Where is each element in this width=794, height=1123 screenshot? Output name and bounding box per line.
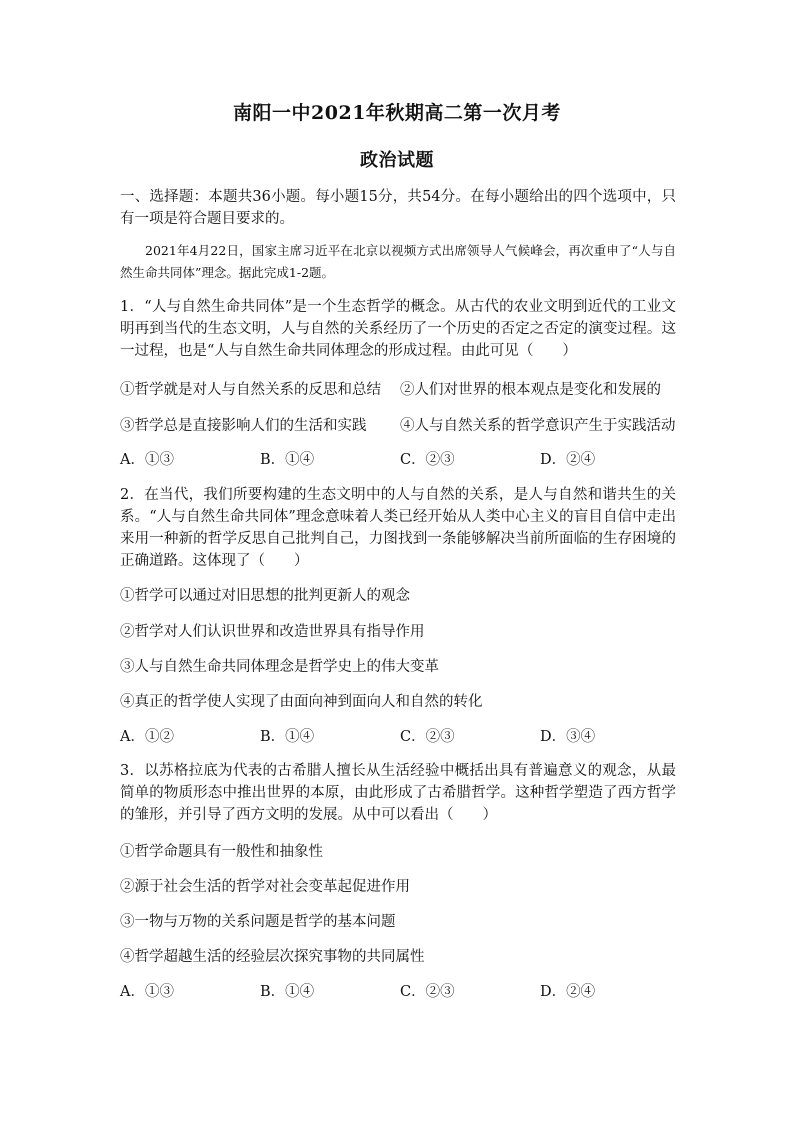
q1-statement-2: ②人们对世界的根本观点是变化和发展的 (400, 382, 661, 398)
q2-statement-3: ③人与自然生命共同体理念是哲学史上的伟大变革 (120, 659, 439, 675)
q1-statement-3: ③哲学总是直接影响人们的生活和实践 (120, 418, 367, 434)
q3-statement-3: ③一物与万物的关系问题是哲学的基本问题 (120, 914, 396, 930)
q3-option-c: C．②③ (400, 984, 455, 1000)
question-3-stem: 3．以苏格拉底为代表的古希腊人擅长从生活经验中概括出具有普遍意义的观念，从最简单的物质形态中推出世界的本原，由此形成了古希腊哲学。这种哲学塑造了西方哲学的雏形，并引导了西方文明的发展。从中可以看出（ ） (120, 763, 676, 823)
q2-option-d: D．③④ (540, 729, 596, 745)
exam-subtitle: 政治试题 (360, 150, 434, 171)
q1-statement-1: ①哲学就是对人与自然关系的反思和总结 (120, 382, 381, 398)
q3-statement-2: ②源于社会生活的哲学对社会变革起促进作用 (120, 879, 410, 895)
question-2-stem: 2．在当代，我们所要构建的生态文明中的人与自然的关系，是人与自然和谐共生的关系。“人与自然生命共同体”理念意味着人类已经开始从人类中心主义的盲目自信中走出来用一种新的哲学反思自己批判自己，力图找到一条能够解决当前所面临的生存困境的正确道路。这体现了（ ） (120, 487, 676, 569)
section-instructions: 一、选择题：本题共36小题。每小题15分，共54分。在每小题给出的四个选项中，只有一项是符合题目要求的。 (120, 189, 676, 227)
exam-title: 南阳一中2021年秋期高二第一次月考 (233, 102, 561, 124)
q1-option-b: B．①④ (260, 452, 315, 468)
q3-statement-4: ④哲学超越生活的经验层次探究事物的共同属性 (120, 949, 425, 965)
q2-statement-1: ①哲学可以通过对旧思想的批判更新人的观念 (120, 588, 410, 604)
q1-option-c: C．②③ (400, 452, 455, 468)
reading-material: 2021年4月22日，国家主席习近平在北京以视频方式出席领导人气候峰会，再次重申了“人与自然生命共同体”理念。据此完成1-2题。 (120, 243, 676, 280)
q2-statement-2: ②哲学对人们认识世界和改造世界具有指导作用 (120, 624, 425, 640)
q3-statement-1: ①哲学命题具有一般性和抽象性 (120, 844, 323, 860)
q3-option-d: D．②④ (540, 984, 596, 1000)
q3-option-a: A．①③ (120, 984, 174, 1000)
question-1-stem: 1．“人与自然生命共同体”是一个生态哲学的概念。从古代的农业文明到近代的工业文明再到当代的生态文明，人与自然的关系经历了一个历史的否定之否定的演变过程。这一过程，也是“人与自然生命共同体理念的形成过程。由此可见（ ） (120, 299, 676, 359)
q2-option-a: A．①② (120, 729, 174, 745)
q2-option-b: B．①④ (260, 729, 315, 745)
q3-option-b: B．①④ (260, 984, 315, 1000)
q2-statement-4: ④真正的哲学使人实现了由面向神到面向人和自然的转化 (120, 694, 483, 710)
q1-option-a: A．①③ (120, 452, 174, 468)
q1-option-d: D．②④ (540, 452, 596, 468)
q1-statement-4: ④人与自然关系的哲学意识产生于实践活动 (400, 418, 676, 434)
q2-option-c: C．②③ (400, 729, 455, 745)
